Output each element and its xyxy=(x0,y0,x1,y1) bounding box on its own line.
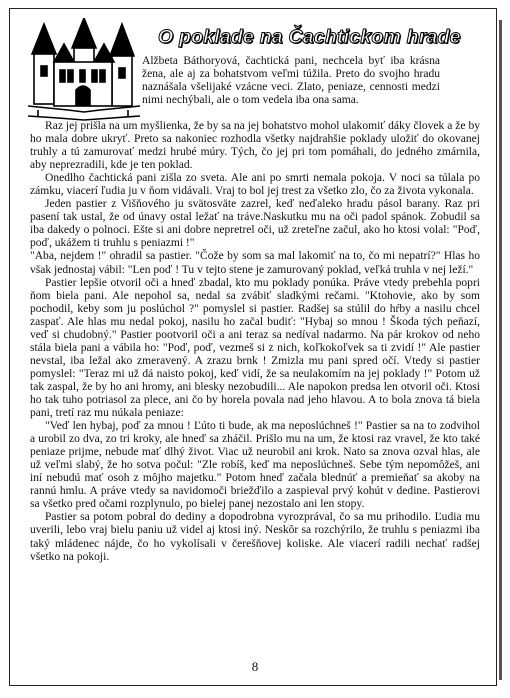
paragraph: Pastier lepšie otvoril oči a hneď zbadal, kto mu poklady ponúka. Práve vtedy prebehla popri ňom biela pani. Ale nepohol sa, nedal sa zvábiť sladkými rečami. "Ktohovie, ako by som pochodil, keby som ju poslúchol ?" pomyslel si pastier. Radšej sa stúlil do hŕby a nasilu chcel zaspať. Ale hlas mu nedal pokoj, nasilu ho začal budiť: "Hybaj so mnou ! Škoda tých peňazí, veď si chudobný." Pastier pootvoril oči a ani teraz sa nedíval nadarmo. Na pár krokov od neho stála biela pani a vábila ho: "Poď, poď, vezmeš si z nich, koľkokoľvek sa ti zvidí !" Ale pastier nevstal, iba ležal ako zmeravený. A zrazu brnk ! Zmizla mu pani spred očí. Vtedy si pastier pomyslel: "Teraz mi už dá naisto pokoj, keď vidí, že sa neulakomím na jej poklady !" Potom už tak zaspal, že by ho ani hromy, ani blesky nezobudili... Ale napokon predsa len otvoril oči. Ktosi ho tak tuho potriasol za plece, ani čo by horela povala nad jeho hlavou. A to bola znova tá biela pani, tretí raz mu núkala peniaze: xyxy=(30,276,480,420)
paragraph: "Veď len hybaj, poď za mnou ! Ľúto ti bude, ak ma neposlúchneš !" Pastier sa na to zodvihol a urobil zo dva, zo tri kroky, ale hneď sa zháčil. Prišlo mu na um, že ktosi raz vravel, že kto také peniaze prijme, nebude mať dlhý život. Viac už neurobil ani krok. Nato sa znova ozval hlas, ale už veľmi slabý, že ho sotva počul: "Zle robíš, keď ma neposlúchneš. Sebe tým nepomôžeš, ani iní nebudú mať osoh z môjho majetku." Potom hneď začala blednúť a premieňať sa akoby na rannú hmlu. A práve vtedy sa navidomoči briežďilo a zaspieval prvý kohút v dedine. Pastierovi sa všetko pred očami rozplynulo, po bielej panej nezostalo ani len stopy. xyxy=(30,420,480,511)
story-body xyxy=(30,120,480,564)
paragraph: Raz jej prišla na um myšlienka, že by sa na jej bohatstvo mohol ulakomiť dáky človek a že by ho mala dobre ukryť. Preto sa nakoniec rozhodla všetky najdrahšie poklady uložiť do okovanej truhly a tú zamurovať medzi hrubé múry. Tých, čo jej pri tom pomáhali, do jedného zmárnila, aby neprezradili, kde je ten poklad. xyxy=(30,120,480,172)
intro-paragraph: Alžbeta Báthoryová, čachtická pani, nechcela byť iba krásna žena, ale aj za bohatstvom veľmi túžila. Preto do svojho hradu naznášala všelijaké vzácne veci. Zlato, peniaze, cennosti medzi nimi nechýbali, ale o tom vedela iba ona sama. xyxy=(142,55,440,107)
page-number: 8 xyxy=(251,659,259,674)
paragraph: "Aba, nejdem !" ohradil sa pastier. "Čože by som sa mal lakomiť na to, čo mi nepatrí?" Hlas ho však jednostaj vábil: "Len poď ! Tu v tejto stene je zamurovaný poklad, veľká truhla v nej leží." xyxy=(30,250,480,276)
page-edge-shadow xyxy=(499,20,502,680)
castle-illustration xyxy=(28,18,140,122)
story-title: O poklade na Čachtickom hrade xyxy=(158,26,461,48)
paragraph: Jeden pastier z Višňového ju svätosväte zazrel, keď neďaleko hradu pásol barany. Raz pri pasení tak ustal, že od únavy ostal ležať na tráve.Naskutku mu na oči padol spánok. Zobudil sa iba dakedy o polnoci. Ešte si ani dobre nepretrel oči, už zreteľne začul, ako ho ktosi volal: "Poď, poď, ukážem ti truhlu s peniazmi !" xyxy=(30,198,480,250)
paragraph: Pastier sa potom pobral do dediny a dopodrobna vyrozprával, čo sa mu prihodilo. Ľudia mu uverili, lebo vraj bielu paniu už videl aj ktosi iný. Neskôr sa rozchýrilo, že truhlu s peniazmi iba taký mládenec nájde, čo ho vykolísali v čerešňovej koliske. Ale viacerí radili nechať radšej všetko na pokoji. xyxy=(30,511,480,563)
intro-block xyxy=(142,55,440,107)
paragraph: Onedlho čachtická pani zišla zo sveta. Ale ani po smrti nemala pokoja. V noci sa túlala po zámku, viacerí ľudia ju v ňom vidávali. Vraj to bol jej trest za všetko zlo, čo za života vykonala. xyxy=(30,172,480,198)
